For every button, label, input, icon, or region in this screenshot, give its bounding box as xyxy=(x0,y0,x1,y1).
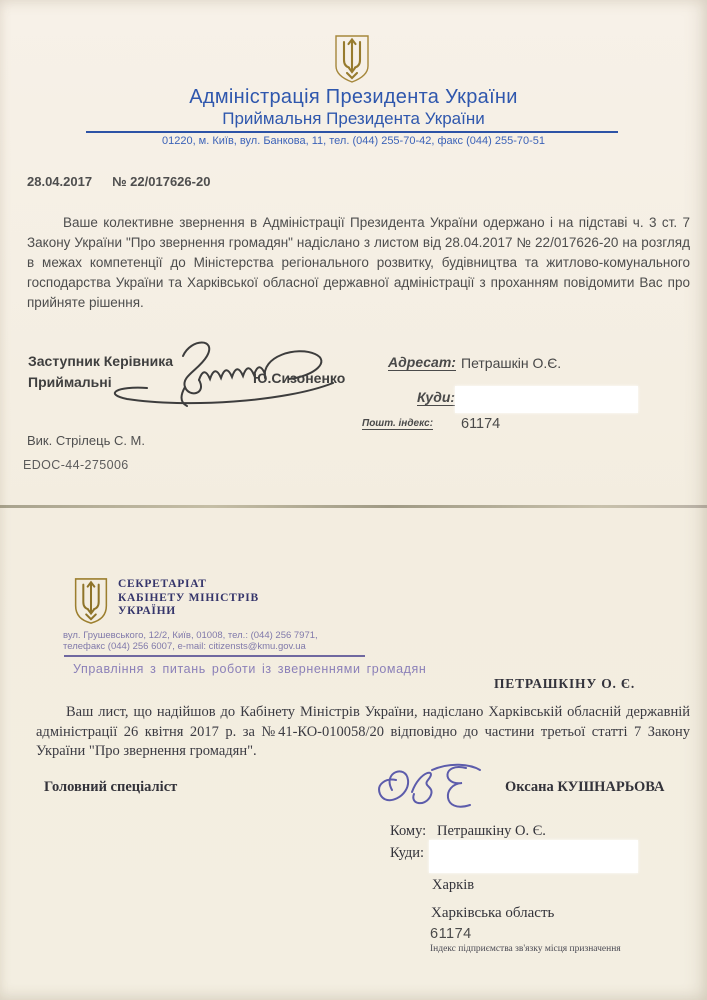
letter1-date-row xyxy=(27,174,230,189)
letter1-signer-title-line2: Приймальні xyxy=(28,374,112,390)
letter1-body-paragraph: Ваше колективне звернення в Адміністрації Президента України одержано і на підставі ч. 3 ст. 7 Закону України "Про звернення громадян" надіслано з листом від 28.04.2017 № 22/017626-20 на розгляд в межах компетенції до Міністерства регіонального розвитку, будівництва та житлово-комунального господарства України та Харківської обласної державної адміністрації з проханням повідомити Вас про прийняте рішення. xyxy=(27,215,690,310)
letter1-signer-name: Ю.Сизоненко xyxy=(253,370,346,386)
letter2-contact-line1: вул. Грушевського, 12/2, Київ, 01008, тел.: (044) 256 7971, xyxy=(63,630,318,641)
letter1-signer-title-line1: Заступник Керівника xyxy=(28,353,173,369)
letter1-edoc-number: EDOC-44-275006 xyxy=(23,458,129,472)
letter2-contact-lines xyxy=(63,630,318,652)
letter2-where-label: Куди: xyxy=(390,845,425,861)
letter1-addressee-label: Адресат: xyxy=(388,354,456,370)
letter2-to-value: Петрашкіну О. Є. xyxy=(437,823,546,839)
letter1-contact-line: 01220, м. Київ, вул. Банкова, 11, тел. (044) 255-70-42, факс (044) 255-70-51 xyxy=(161,135,546,147)
letter2-department: Управління з питань роботи із зверненнями громадян xyxy=(73,662,427,676)
letter2-city: Харків xyxy=(432,877,475,893)
letter2-org-name xyxy=(118,578,259,619)
letter1-org-name: Адміністрація Президента України xyxy=(189,86,518,108)
letter2-body-paragraph: Ваш лист, що надійшов до Кабінету Міністрів України, надіслано Харківській обласній державній адміністрації 26 квітня 2017 р. за №41-КО-010058/20 відповідно до частини третьої статті 7 Закону України "Про звернення громадян". xyxy=(36,704,690,759)
scan-seam-divider xyxy=(0,505,707,508)
letter1-header-rule xyxy=(86,131,618,133)
letter2-header-rule xyxy=(64,655,365,657)
letter1-postal-label: Пошт. індекс: xyxy=(362,418,434,429)
cabinet-coat-of-arms-icon xyxy=(71,577,111,625)
letter2-handwritten-signature xyxy=(362,760,486,820)
letter2-addressee-header: ПЕТРАШКІНУ О. Є. xyxy=(494,676,636,691)
letter1-date: 28.04.2017 xyxy=(27,174,93,189)
letter2-signer-name: Оксана КУШНАРЬОВА xyxy=(505,779,665,795)
letter2-postal-note: Індекс підприємства зв'язку місця призначення xyxy=(430,944,621,954)
letter2-org-line3: УКРАЇНИ xyxy=(118,605,176,617)
letter1-doc-number: № 22/017626-20 xyxy=(112,174,211,189)
letter2-to-label: Кому: xyxy=(390,823,427,839)
letter1-executor: Вик. Стрілець С. М. xyxy=(27,433,146,448)
letter1-redacted-address-box xyxy=(455,386,638,413)
president-coat-of-arms-icon xyxy=(331,34,373,84)
letter2-redacted-address-box xyxy=(429,840,638,873)
letter1-org-subname: Приймальня Президента України xyxy=(222,109,485,128)
letter1-addressee-value: Петрашкін О.Є. xyxy=(461,355,562,371)
letter1-postal-value: 61174 xyxy=(461,416,501,432)
letter1-where-label: Куди: xyxy=(417,389,456,405)
letter2-contact-line2: телефакс (044) 256 6007, e-mail: citizensts@kmu.gov.ua xyxy=(63,641,306,652)
letter2-org-line1: СЕКРЕТАРІАТ xyxy=(118,578,207,590)
letter2-region: Харківська область xyxy=(431,905,555,921)
letter2-org-line2: КАБІНЕТУ МІНІСТРІВ xyxy=(118,591,259,604)
letter2-postal-code: 61174 xyxy=(430,926,472,942)
letter2-signer-title: Головний спеціаліст xyxy=(44,779,178,795)
